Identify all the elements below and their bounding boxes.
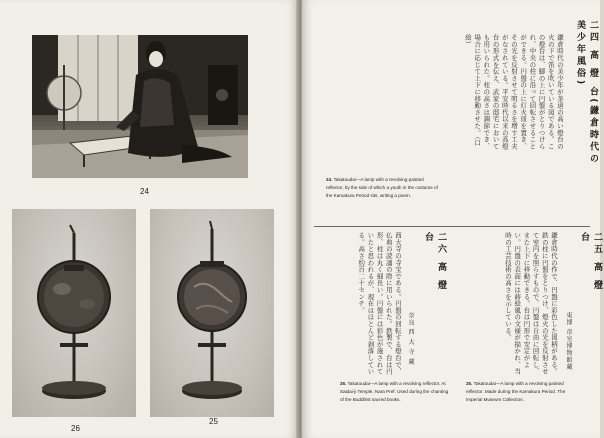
entry-24-caption [326,176,438,200]
photo-figure-25 [150,209,274,417]
section-divider [314,226,590,227]
photo-figure-24 [32,35,248,178]
entry-25-caption [466,380,580,404]
entry-26-body: 西大寺の寺宝である。円盤の回転する燈台で、仏典の読誦の際に用いられた。鉄製で、台は円形、柱は丸く細長い。円盤には彩色が施されていたと思われるが、現在はほとんど剥落している。高さ約百二十センチ。 [357,232,402,375]
entry-24-body: 鎌倉時代の美少年が茶道の高い燈台の火の下で笛を吹いている図である。この燈台は、脚の上に円盤がとりつけられ、中央の柱に沿って回転させることができる。円盤の上に灯火皿を置き、その光を反射させて明るさを増す工夫がなされている。平安時代以来の高燈台の形式を伝え、武家の邸宅においても用いられた。柱の高さは調節でき、場合に応じて上下に移動させた。（口絵） [463,34,564,150]
entry-25-owner: 東博 帝室博物館蔵 [565,312,572,371]
left-page [0,0,298,438]
right-page [302,0,600,438]
entry-24-caption-text: Takatoudai—A lamp with a revolving painted reflector, by the side of which a youth in the costume of the Kamakura Period sits, writing a poem. [326,177,438,198]
entry-24-caption-number: 24. [326,177,333,182]
entry-25-body: 鎌倉時代の作で、円盤に彩色した図柄がある。鉄の柱に円盤をとりつけ、燈火の光を反射させて室内を照らすもので、円盤は自由に回転し、また上下に移動できる。台は円形で安定がよい。円盤の表面には蒔絵風の文様が描かれ、当時の工芸技術の高さを示している。 [503,232,558,375]
entry-24-heading: 二四 高 燈 台(鎌倉時代の美少年風俗) [575,20,598,166]
entry-26-heading: 二六 高 燈 台 [423,232,446,293]
entry-26-owner: 奈良 西 大 寺 蔵 [407,312,414,366]
figure-25-number: 25 [209,417,218,426]
entry-25-caption-text: Takatoudai—A lamp with a revolving painted reflector. Made during the Kamakura Period. The Imperial Museum Collection. [466,381,566,402]
entry-26-caption-text: Takatoudai—A lamp with a revolving reflector. At Saidai-ji Temple, Nara Pref. Used during the chanting of the Buddhist sacred books. [340,381,449,402]
figure-24-illustration [32,35,248,178]
entry-26-caption [340,380,450,404]
figure-26-lamp-illustration [12,209,136,417]
figure-25-lamp-illustration [150,209,274,417]
entry-25-heading: 二五 高 燈 台 [579,232,602,293]
entry-25-caption-number: 25. [466,381,473,386]
figure-26-number: 26 [71,424,80,433]
photo-figure-26 [12,209,136,417]
entry-26-caption-number: 26. [340,381,347,386]
figure-24-number: 24 [140,187,149,196]
